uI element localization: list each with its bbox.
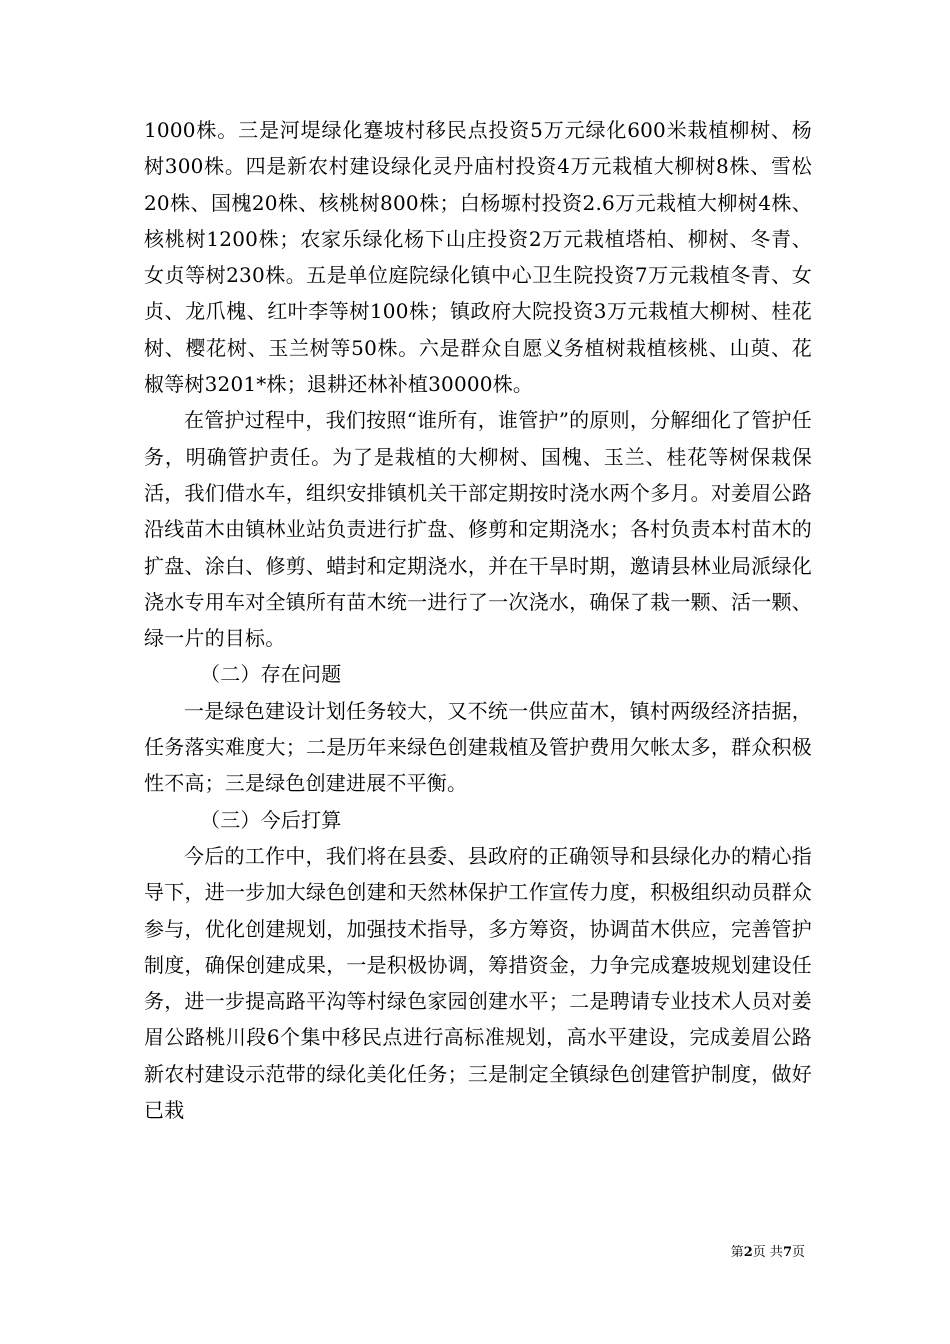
footer-middle: 页 共	[752, 1245, 783, 1260]
paragraph-management: 在管护过程中，我们按照“谁所有，谁管护”的原则，分解细化了管护任务，明确管护责任。为了是栽植的大柳树、国槐、玉兰、桂花等树保栽保活，我们借水车，组织安排镇机关干部定期按时浇水两个多月。对姜眉公路沿线苗木由镇林业站负责进行扩盘、修剪和定期浇水；各村负责本村苗木的扩盘、涂白、修剪、蜡封和定期浇水，并在干旱时期，邀请县林业局派绿化浇水专用车对全镇所有苗木统一进行了一次浇水，确保了栽一颗、活一颗、绿一片的目标。	[144, 408, 812, 651]
footer-total-pages: 7	[782, 1245, 792, 1260]
paragraph-continuation: 1000株。三是河堤绿化蹇坡村移民点投资5万元绿化600米栽植柳树、杨树300株。四是新农村建设绿化灵丹庙村投资4万元栽植大柳树8株、雪松20株、国槐20株、核桃树800株；白杨塬村投资2.6万元栽植大柳树4株、核桃树1200株；农家乐绿化杨下山庄投资2万元栽植塔柏、柳树、冬青、女贞等树230株。五是单位庭院绿化镇中心卫生院投资7万元栽植冬青、女贞、龙爪槐、红叶李等树100株；镇政府大院投资3万元栽植大柳树、桂花树、樱花树、玉兰树等50株。六是群众自愿义务植树栽植核桃、山萸、花椒等树3201*株；退耕还林补植30000株。	[144, 118, 812, 397]
page-number-footer	[731, 1244, 805, 1262]
footer-prefix: 第	[730, 1245, 744, 1260]
paragraph-problems: 一是绿色建设计划任务较大，又不统一供应苗木，镇村两级经济拮据，任务落实难度大；二是历年来绿色创建栽植及管护费用欠帐太多，群众积极性不高；三是绿色创建进展不平衡。	[144, 698, 812, 796]
section-heading-plans: （三）今后打算	[200, 807, 342, 832]
footer-current-page: 2	[743, 1245, 753, 1260]
paragraph-plans: 今后的工作中，我们将在县委、县政府的正确领导和县绿化办的精心指导下，进一步加大绿色创建和天然林保护工作宣传力度，积极组织动员群众参与，优化创建规划，加强技术指导，多方筹资，协调苗木供应，完善管护制度，确保创建成果，一是积极协调，筹措资金，力争完成蹇坡规划建设任务，进一步提高路平沟等村绿色家园创建水平；二是聘请专业技术人员对姜眉公路桃川段6个集中移民点进行高标准规划，高水平建设，完成姜眉公路新农村建设示范带的绿化美化任务；三是制定全镇绿色创建管护制度，做好已栽	[144, 843, 812, 1123]
footer-suffix: 页	[791, 1245, 805, 1260]
document-body	[144, 112, 812, 1128]
section-heading-problems: （二）存在问题	[200, 662, 342, 687]
